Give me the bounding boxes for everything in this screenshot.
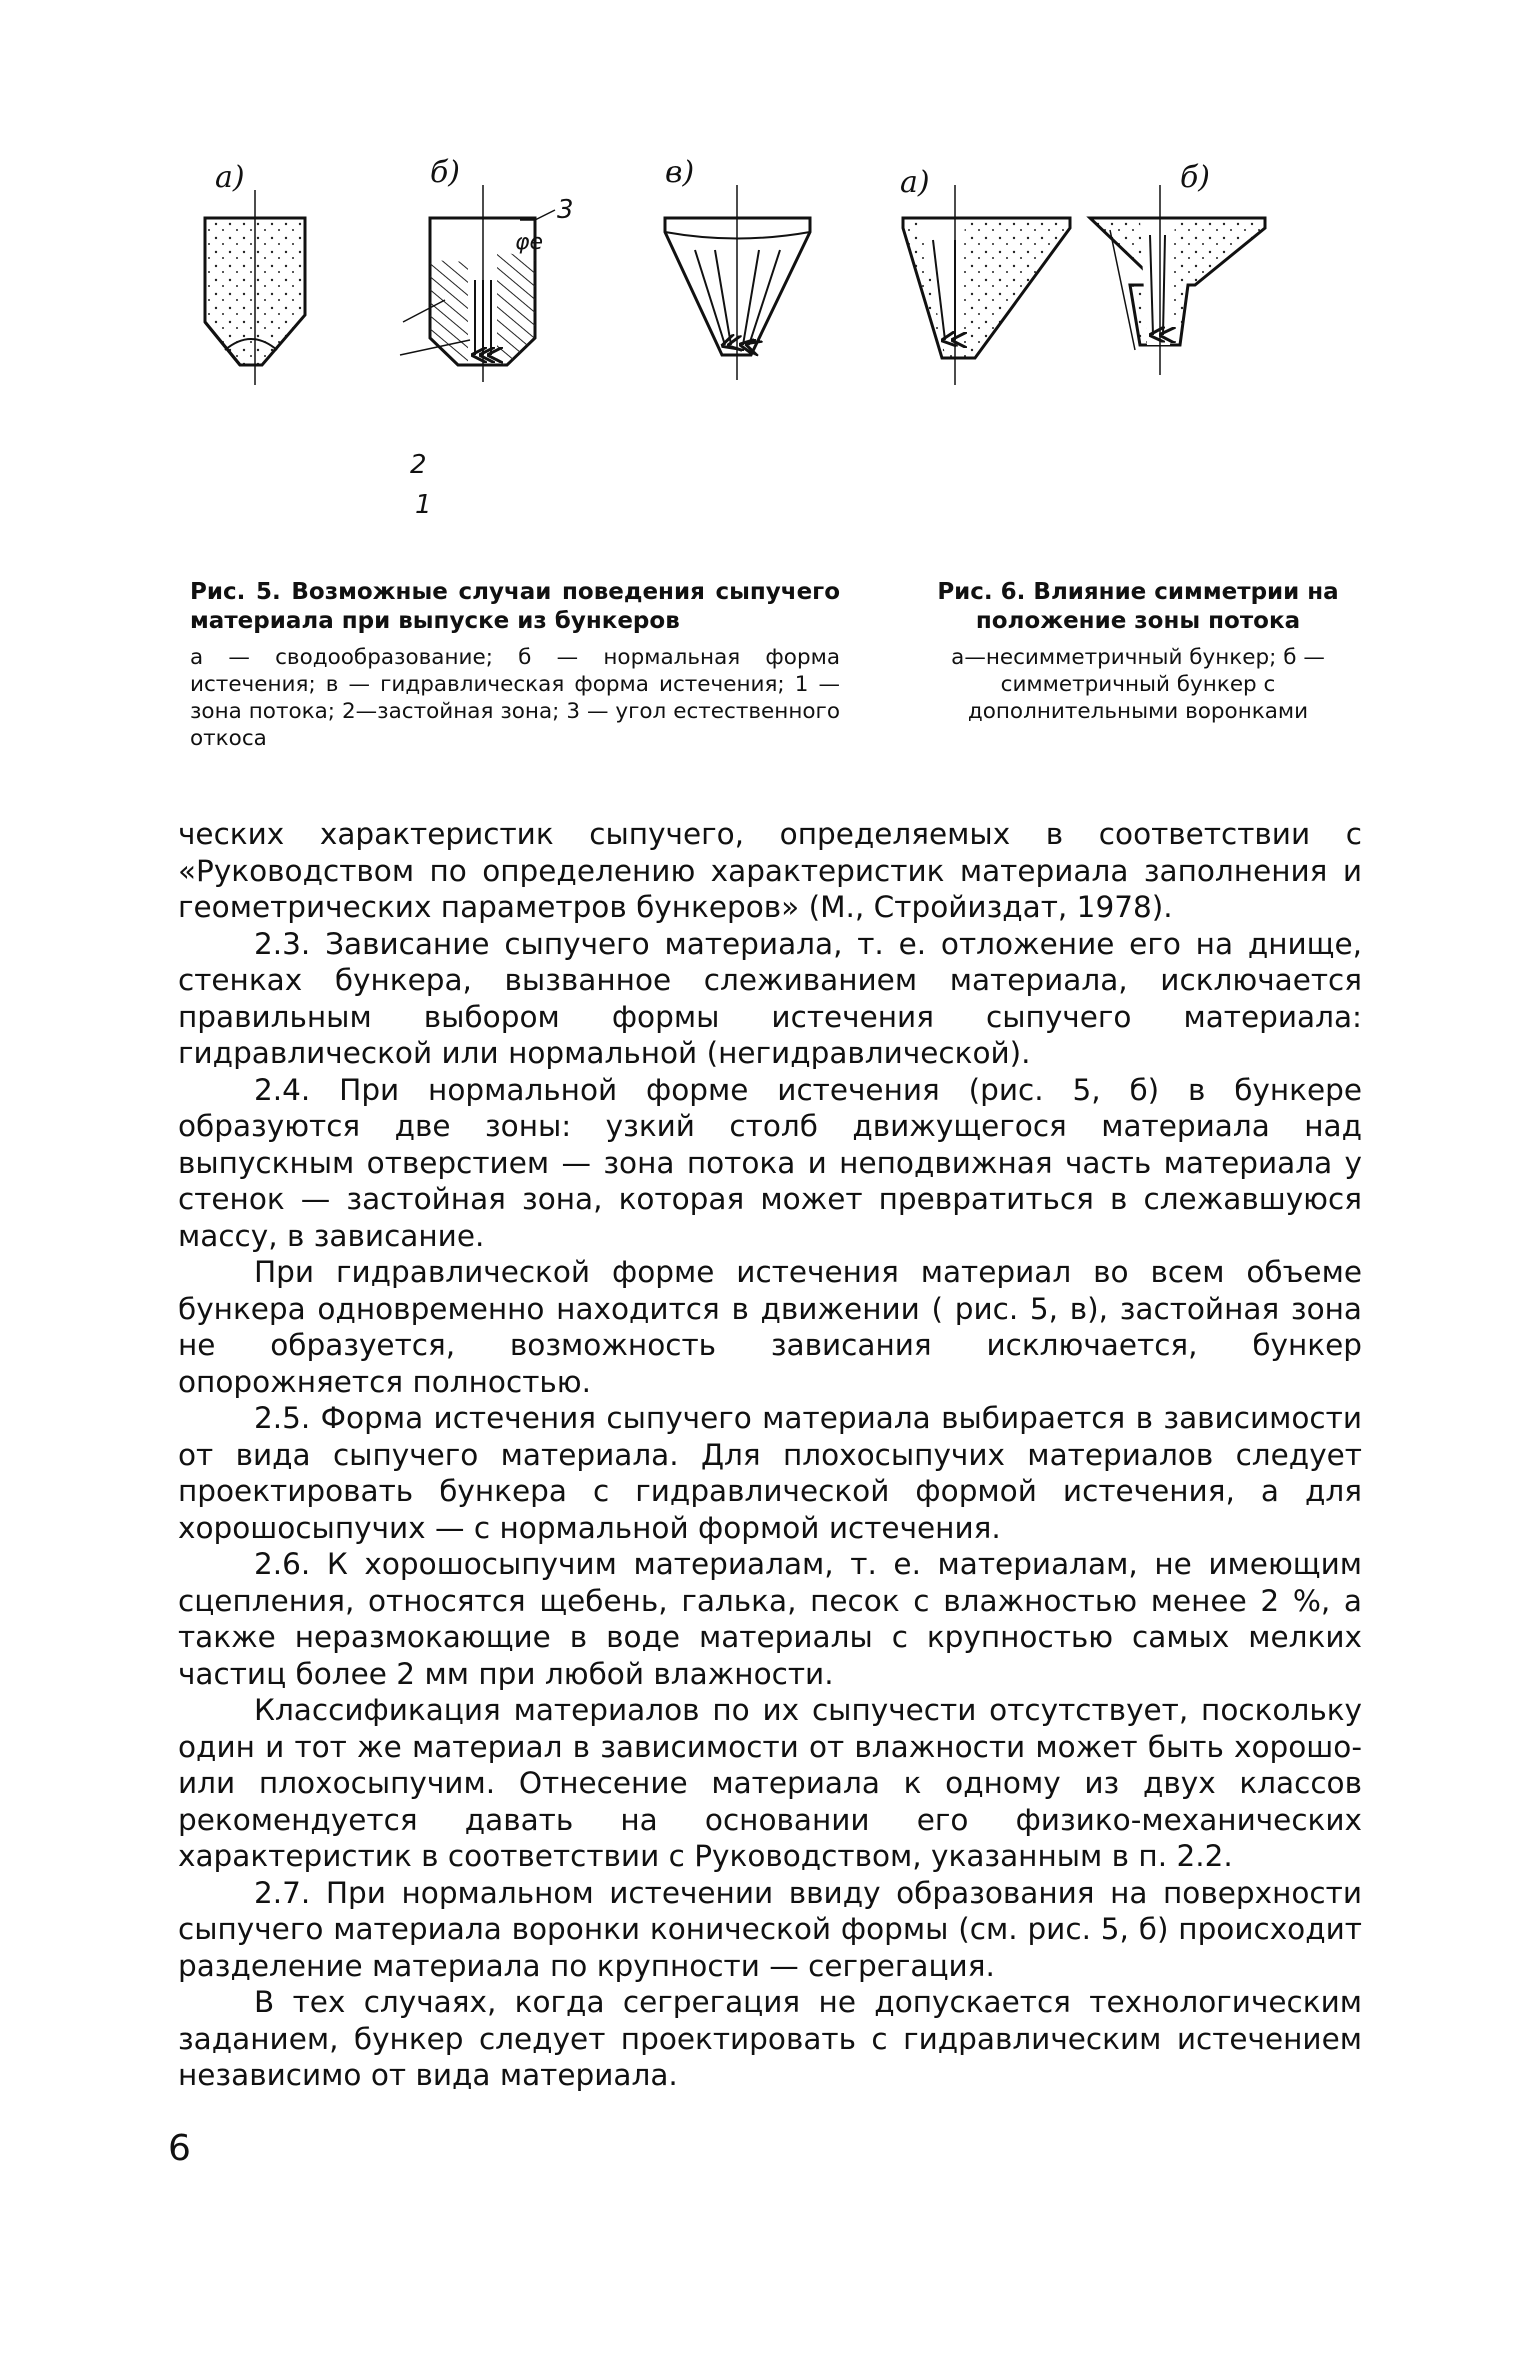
body-text <box>178 816 1362 2094</box>
callout-3: 3 <box>557 195 574 225</box>
figures-area <box>185 150 1365 570</box>
fig6-panel-a <box>903 185 1070 385</box>
fig5-label-a: а) <box>215 160 245 195</box>
fig6-panel-b <box>1090 185 1265 375</box>
paragraph-2-7: 2.7. При нормальном истечении ввиду образования на поверхности сыпучего материала воронки конической формы (см. рис. 5, б) происходит разделение материала по крупности — сегрегация. <box>178 1875 1362 1983</box>
paragraph-segregation: В тех случаях, когда сегрегация не допускается технологическим заданием, бункер следует проектировать с гидравлическим истечением независимо от вида материала. <box>178 1985 1362 2092</box>
figure5-caption-body: а — сводообразование; б — нормальная форма истечения; в — гидравлическая форма истечения; 1 — зона потока; 2—застойная зона; 3 — угол естественного откоса <box>190 645 840 751</box>
figures-drawing <box>185 150 1365 570</box>
fig5-panel-a <box>205 190 305 385</box>
fig6-label-b: б) <box>1180 160 1211 195</box>
callout-2: 2 <box>410 450 427 480</box>
paragraph-classification: Классификация материалов по их сыпучести отсутствует, поскольку один и тот же материал в зависимости от влажности может быть хорошо- или плохосыпучим. Отнесение материала к одному из двух классов рекомендуется давать на основании его физико-механических характеристик в соответствии с Руководством, указанным в п. 2.2. <box>178 1693 1362 1873</box>
callout-1: 1 <box>415 490 432 520</box>
paragraph-2-6: 2.6. К хорошосыпучим материалам, т. е. материалам, не имеющим сцепления, относятся щебень, галька, песок с влажностью менее 2 %, а также неразмокающие в воде материалы с крупностью самых мелких частиц более 2 мм при любой влажности. <box>178 1547 1362 1691</box>
fig6-label-a: а) <box>900 165 930 200</box>
paragraph-hydraulic: При гидравлической форме истечения материал во всем объеме бункера одновременно находится в движении ( рис. 5, в), застойная зона не образуется, возможность зависания исключается, бункер опорожняется полностью. <box>178 1255 1362 1399</box>
paragraph-2-4: 2.4. При нормальной форме истечения (рис. 5, б) в бункере образуются две зоны: узкий столб движущегося материала над выпускным отверстием — зона потока и неподвижная часть материала у стенок — застойная зона, которая может превратиться в слежавшуюся массу, в зависание. <box>178 1072 1362 1253</box>
paragraph-2-3: 2.3. Зависание сыпучего материала, т. е. отложение его на днище, стенках бункера, вызванное слеживанием материала, исключается правильным выбором формы истечения сыпучего материала: гидравлической или нормальной (негидравлической). <box>178 926 1362 1070</box>
paragraph-2-5: 2.5. Форма истечения сыпучего материала выбирается в зависимости от вида сыпучего материала. Для плохосыпучих материалов следует проектировать бункера с гидравлической формой истечения, а для хорошосыпучих — с нормальной формой истечения. <box>178 1401 1362 1545</box>
figure6-caption <box>918 578 1358 725</box>
figure6-caption-body: а—несимметричный бункер; б — симметричный бункер с дополнительными воронками <box>951 645 1325 724</box>
fig5-label-c: в) <box>665 155 695 190</box>
page-number: 6 <box>168 2128 191 2169</box>
fig5-panel-b <box>400 185 555 382</box>
paragraph-1: ческих характеристик сыпучего, определяемых в соответствии с «Руководством по определению характеристик материала заполнения и геометрических параметров бункеров» (М., Стройиздат, 1978). <box>178 817 1362 924</box>
figure5-caption-title: Рис. 5. Возможные случаи поведения сыпучего материала при выпуске из бункеров <box>190 579 840 634</box>
fig5-label-b: б) <box>430 155 461 190</box>
figure5-caption <box>190 578 840 752</box>
figure6-caption-title: Рис. 6. Влияние симметрии на положение зоны потока <box>937 579 1339 634</box>
angle-label: φe <box>515 230 544 255</box>
fig5-panel-c <box>665 185 810 380</box>
